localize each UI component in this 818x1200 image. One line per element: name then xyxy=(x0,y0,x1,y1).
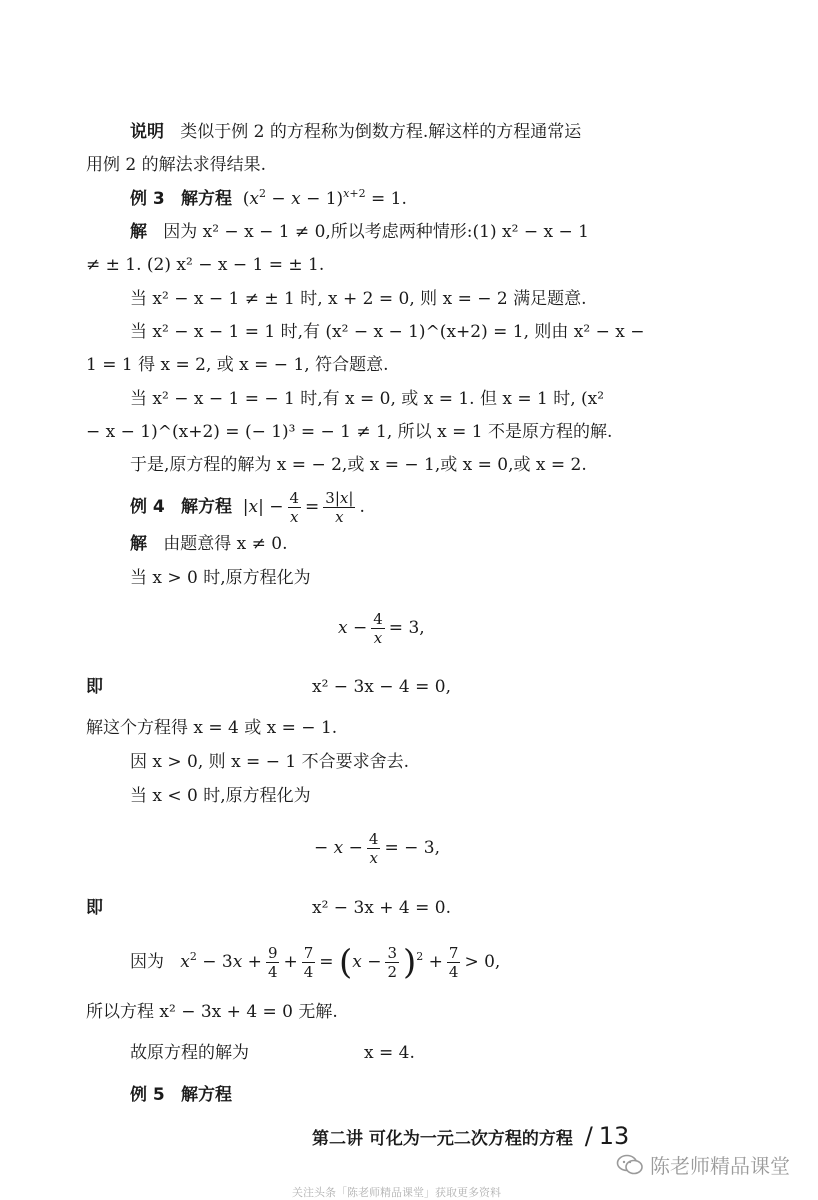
positive-case-quadratic: x² − 3x − 4 = 0, xyxy=(312,677,451,697)
brand-watermark xyxy=(616,1150,790,1179)
case-3-line-2: − x − 1)^(x+2) = (− 1)³ = − 1 ≠ 1, 所以 x = 1 不是原方程的解. xyxy=(86,422,613,442)
solution-label: 解 xyxy=(130,222,147,242)
note-label: 说明 xyxy=(130,122,164,142)
example-4-equation: |x| − $\frac{4}{x}$ = $\frac{3|x|}{x}$ . xyxy=(242,489,365,526)
note-line-2: 用例 2 的解法求得结果. xyxy=(86,155,267,175)
case-3-line-1: 当 x² − x − 1 = − 1 时,有 x = 0, 或 x = 1. 但 x = 1 时, (x² xyxy=(130,389,605,409)
example-4-heading xyxy=(130,485,365,529)
positive-case-equation: x − $\frac{4}{x}$ = 3, xyxy=(338,610,425,647)
example-5-heading xyxy=(130,1083,232,1107)
example-4-title: 解方程 xyxy=(180,497,232,517)
example-3-title: 解方程 xyxy=(180,189,232,209)
solution-label: 解 xyxy=(130,534,147,554)
ji-label: 即 xyxy=(86,898,103,918)
positive-case-intro: 当 x > 0 时,原方程化为 xyxy=(130,568,311,588)
example-3-conclusion: 于是,原方程的解为 x = − 2,或 x = − 1,或 x = 0,或 x = 2. xyxy=(130,455,587,475)
final-label: 故原方程的解为 xyxy=(130,1043,249,1063)
roots-line: 解这个方程得 x = 4 或 x = − 1. xyxy=(86,718,338,738)
final-value: x = 4. xyxy=(364,1043,415,1063)
negative-case-equation: − x − $\frac{4}{x}$ = − 3, xyxy=(314,830,440,867)
example-5-label: 例 5 xyxy=(130,1085,165,1105)
ji-label: 即 xyxy=(86,677,103,697)
no-solution-line: 所以方程 x² − 3x + 4 = 0 无解. xyxy=(86,1002,338,1022)
negative-case-intro: 当 x < 0 时,原方程化为 xyxy=(130,786,311,806)
example-4-solution-line-1 xyxy=(130,532,287,556)
case-2-line-2: 1 = 1 得 x = 2, 或 x = − 1, 符合题意. xyxy=(86,355,389,375)
bottom-watermark: 关注头条「陈老师精品课堂」获取更多资料 xyxy=(292,1186,501,1199)
note-line-1 xyxy=(130,120,581,144)
example-3-label: 例 3 xyxy=(130,189,165,209)
wechat-icon xyxy=(616,1154,644,1176)
page-footer xyxy=(312,1122,629,1150)
example-5-title: 解方程 xyxy=(180,1085,232,1105)
because-label: 因为 xyxy=(130,952,164,972)
example-3-solution-line-1 xyxy=(130,220,589,244)
case-2-line-1: 当 x² − x − 1 = 1 时,有 (x² − x − 1)^(x+2) = 1, 则由 x² − x − xyxy=(130,322,645,342)
brand-name: 陈老师精品课堂 xyxy=(650,1154,790,1178)
negative-case-quadratic: x² − 3x + 4 = 0. xyxy=(312,898,451,918)
chapter-title: 第二讲 可化为一元二次方程的方程 xyxy=(312,1129,573,1149)
page-separator: / xyxy=(584,1122,593,1150)
example-3-equation: $(x^2 - x - 1)^{x+2} = 1$. xyxy=(242,187,407,209)
solution-text: 因为 x² − x − 1 ≠ 0,所以考虑两种情形:(1) x² − x − 1 xyxy=(163,222,589,242)
case-1: 当 x² − x − 1 ≠ ± 1 时, x + 2 = 0, 则 x = − 2 满足题意. xyxy=(130,289,587,309)
completing-square-line: 因为 $x^2 - 3x$ + $\frac{9}{4}$ + $\frac{7}{4}$ = (x − $\frac{3}{2}$ )$^2$ + $\frac{7}{4}$ > 0, xyxy=(130,942,501,983)
reject-line: 因 x > 0, 则 x = − 1 不合要求舍去. xyxy=(130,752,409,772)
example-4-label: 例 4 xyxy=(130,497,165,517)
example-3-heading xyxy=(130,187,407,211)
example-3-solution-line-2: ≠ ± 1. (2) x² − x − 1 = ± 1. xyxy=(86,255,325,275)
note-text-1: 类似于例 2 的方程称为倒数方程.解这样的方程通常运 xyxy=(180,122,582,142)
page-number: 13 xyxy=(598,1122,630,1150)
solution-text: 由题意得 x ≠ 0. xyxy=(163,534,288,554)
